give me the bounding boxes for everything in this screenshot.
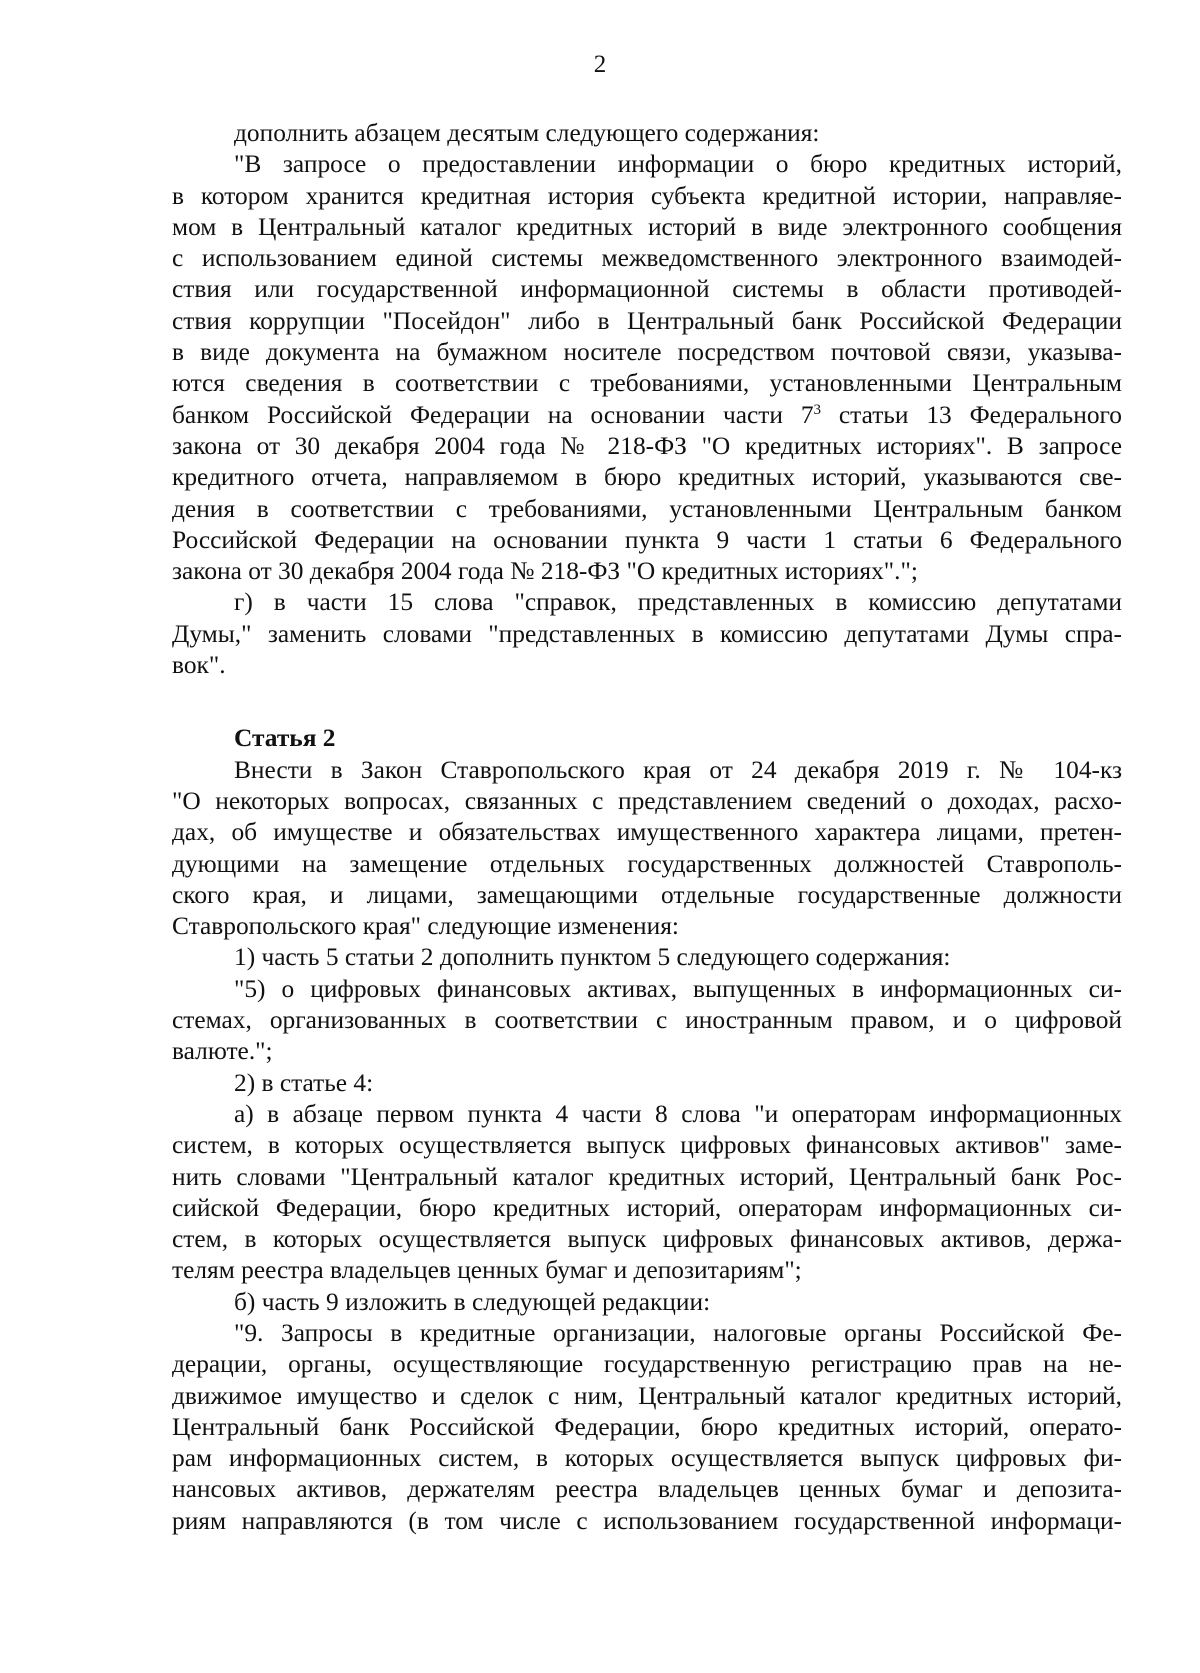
text-line: стем, в которых осуществляется выпуск цифровых финансовых активов, держа- xyxy=(172,1225,1122,1254)
text-line: Внести в Закон Ставропольского края от 24 декабря 2019 г. № 104-кз xyxy=(234,755,1122,784)
text-line: в виде документа на бумажном носителе посредством почтовой связи, указыва- xyxy=(172,338,1122,367)
text-line: ются сведения в соответствии с требованиями, установленными Центральным xyxy=(172,369,1122,398)
text-line: "О некоторых вопросах, связанных с представлением сведений о доходах, расхо- xyxy=(172,786,1122,815)
text-line: 2) в статье 4: xyxy=(234,1068,374,1097)
text-line: риям направляются (в том числе с использованием государственной информаци- xyxy=(172,1506,1122,1535)
text-line: дения в соответствии с требованиями, установленными Центральным банком xyxy=(172,494,1122,523)
amendment-text-block xyxy=(172,118,1122,681)
text-line: телям реестра владельцев ценных бумаг и депозитариям"; xyxy=(172,1256,802,1285)
text-line: сийской Федерации, бюро кредитных историй, операторам информационных си- xyxy=(172,1193,1122,1222)
text-line: вок". xyxy=(172,651,226,680)
text-line: нить словами "Центральный каталог кредитных историй, Центральный банк Рос- xyxy=(172,1162,1122,1191)
text-line: мом в Центральный каталог кредитных историй в виде электронного сообщения xyxy=(172,212,1122,241)
text-line: нансовых активов, держателям реестра владельцев ценных бумаг и депозита- xyxy=(172,1475,1122,1504)
text-line: а) в абзаце первом пункта 4 части 8 слова "и операторам информационных xyxy=(234,1099,1122,1128)
superscript: 3 xyxy=(813,401,822,418)
text-line: ствия коррупции "Посейдон" либо в Центральный банк Российской Федерации xyxy=(172,306,1122,335)
text-line: закона от 30 декабря 2004 года № 218-ФЗ "О кредитных историях"."; xyxy=(172,557,918,586)
text-line: "9. Запросы в кредитные организации, налоговые органы Российской Фе- xyxy=(234,1318,1122,1347)
text-line: дах, об имуществе и обязательствах имущественного характера лицами, претен- xyxy=(172,818,1122,847)
text-line: кредитного отчета, направляемом в бюро кредитных историй, указываются све- xyxy=(172,463,1122,492)
text-line: с использованием единой системы межведомственного электронного взаимодей- xyxy=(172,244,1122,273)
text-line: "В запросе о предоставлении информации о бюро кредитных историй, xyxy=(234,150,1122,179)
text-line: валюте."; xyxy=(172,1037,273,1066)
article-heading: Статья 2 xyxy=(234,724,336,753)
text-line: Ставропольского края" следующие изменения: xyxy=(172,912,679,941)
text-line: дующими на замещение отдельных государственных должностей Ставрополь- xyxy=(172,849,1122,878)
text-line: ствия или государственной информационной системы в области противодей- xyxy=(172,275,1122,304)
text-line: систем, в которых осуществляется выпуск цифровых финансовых активов" заме- xyxy=(172,1131,1122,1160)
text-fragment: статьи 13 Федерального xyxy=(821,400,1122,429)
page-number: 2 xyxy=(593,51,607,78)
text-line: Центральный банк Российской Федерации, бюро кредитных историй, операто- xyxy=(172,1412,1122,1441)
text-line: движимое имущество и сделок с ним, Центральный каталог кредитных историй, xyxy=(172,1381,1122,1410)
text-fragment: банком Российской Федерации на основании части 7 xyxy=(172,400,814,429)
text-line: Российской Федерации на основании пункта 9 части 1 статьи 6 Федерального xyxy=(172,525,1122,554)
text-line: "5) о цифровых финансовых активах, выпущенных в информационных си- xyxy=(234,974,1122,1003)
article-2-body xyxy=(172,755,1122,1537)
text-line-with-superscript xyxy=(172,400,1122,431)
text-line: в котором хранится кредитная история субъекта кредитной истории, направляе- xyxy=(172,181,1122,210)
text-line: б) часть 9 изложить в следующей редакции: xyxy=(234,1287,711,1316)
text-line: стемах, организованных в соответствии с иностранным правом, и о цифровой xyxy=(172,1006,1122,1035)
text-line: 1) часть 5 статьи 2 дополнить пунктом 5 следующего содержания: xyxy=(234,943,951,972)
document-body xyxy=(172,118,1122,1537)
text-line: закона от 30 декабря 2004 года № 218-ФЗ "О кредитных историях". В запросе xyxy=(172,431,1122,460)
text-line: Думы," заменить словами "представленных в комиссию депутатами Думы спра- xyxy=(172,619,1122,648)
text-line: ского края, и лицами, замещающими отдельные государственные должности xyxy=(172,880,1122,909)
text-line: дополнить абзацем десятым следующего содержания: xyxy=(234,119,820,147)
text-line: дерации, органы, осуществляющие государственную регистрацию прав на не- xyxy=(172,1350,1122,1379)
text-line: г) в части 15 слова "справок, представленных в комиссию депутатами xyxy=(234,588,1122,617)
text-line: рам информационных систем, в которых осуществляется выпуск цифровых фи- xyxy=(172,1444,1122,1473)
